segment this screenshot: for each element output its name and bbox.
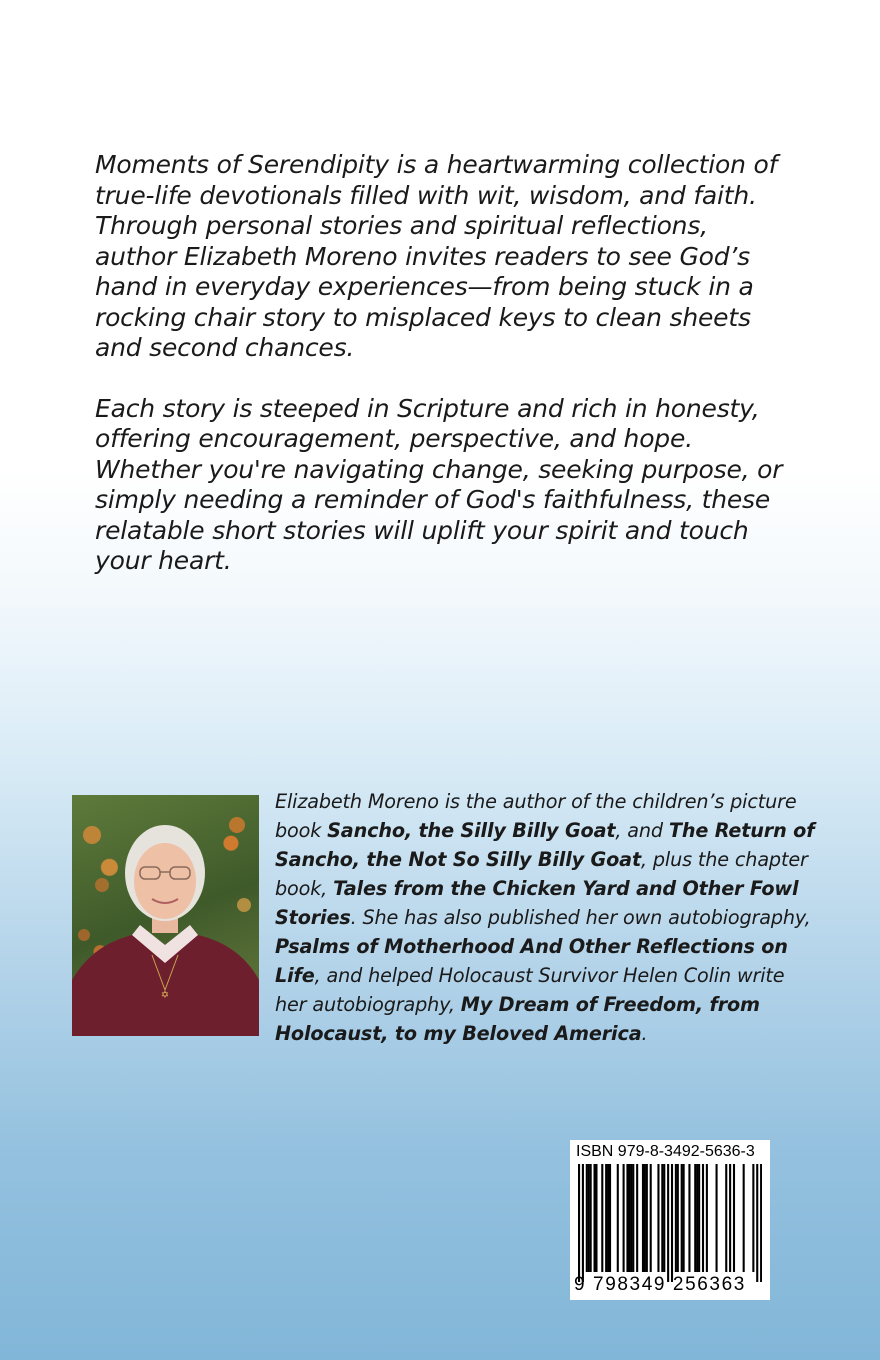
book-title: My Dream of Freedom, from Holocaust, to my Beloved America — [275, 993, 760, 1045]
barcode-bar — [626, 1164, 628, 1272]
barcode-bar — [601, 1164, 603, 1272]
isbn-barcode — [570, 1140, 770, 1300]
barcode-bar — [681, 1164, 683, 1272]
barcode-bar — [593, 1164, 595, 1272]
barcode-bar — [623, 1164, 625, 1272]
barcode-bar — [743, 1164, 745, 1272]
barcode-bar — [586, 1164, 588, 1272]
barcode-bar — [607, 1164, 609, 1272]
barcode-bar — [630, 1164, 632, 1272]
author-photo — [72, 795, 259, 1036]
barcode-bar — [752, 1164, 754, 1272]
book-title: The Return of Sancho, the Not So Silly Billy Goat — [275, 819, 815, 871]
barcode-bar — [617, 1164, 619, 1272]
barcode-bar — [667, 1164, 669, 1282]
barcode-bar — [696, 1164, 698, 1272]
barcode-bar — [683, 1164, 685, 1272]
barcode-bar — [590, 1164, 592, 1272]
barcode-bar — [628, 1164, 630, 1272]
barcode-bar — [578, 1164, 580, 1282]
barcode-bar — [671, 1164, 673, 1282]
barcode-bar — [675, 1164, 677, 1272]
barcode-bar — [582, 1164, 584, 1282]
barcode-bar — [677, 1164, 679, 1272]
barcode-bar — [646, 1164, 648, 1272]
barcode-bar — [636, 1164, 638, 1272]
barcode-bar — [729, 1164, 731, 1272]
barcode-bar — [706, 1164, 708, 1272]
barcode-bar — [702, 1164, 704, 1272]
isbn-label: ISBN 979-8-3492-5636-3 — [576, 1143, 755, 1160]
barcode-bar — [595, 1164, 597, 1272]
barcode-bar — [756, 1164, 758, 1282]
barcode-bar — [661, 1164, 663, 1272]
barcode-bar — [632, 1164, 634, 1272]
description-paragraph-2: Each story is steeped in Scripture and rich in honesty, offering encouragement, perspective, and hope. Whether you're navigating change, seeking purpose, or simply needing a reminder of God's faithfulness, these relatable short stories will uplift your spirit and touch your heart. — [95, 393, 783, 575]
barcode-bar — [733, 1164, 735, 1272]
barcode-bar — [605, 1164, 607, 1272]
book-description — [95, 150, 795, 607]
barcode-bar — [725, 1164, 727, 1272]
barcode-bar — [644, 1164, 646, 1272]
book-title: Sancho, the Silly Billy Goat — [327, 819, 616, 842]
book-title: Psalms of Motherhood And Other Reflections on Life — [275, 935, 788, 987]
barcode-bars — [578, 1164, 762, 1282]
barcode-bar — [698, 1164, 700, 1272]
barcode-bar — [657, 1164, 659, 1272]
description-paragraph-1: Moments of Serendipity is a heartwarming collection of true-life devotionals filled with wit, wisdom, and faith. Through personal stories and spiritual reflections, author Elizabeth Moreno invites readers to see God’s hand in everyday experiences—from being stuck in a rocking chair story to misplaced keys to clean sheets and second chances. — [95, 150, 778, 362]
barcode-bar — [760, 1164, 762, 1282]
barcode-bar — [663, 1164, 665, 1272]
barcode-digits: 9 798349 256363 — [574, 1274, 746, 1295]
barcode-bar — [588, 1164, 590, 1272]
svg-text:✡: ✡ — [160, 990, 170, 1001]
barcode-bar — [716, 1164, 718, 1272]
author-bio: Elizabeth Moreno is the author of the children’s picture book Sancho, the Silly Billy Goat, and The Return of Sancho, the Not So Silly Billy Goat, plus the chapter book, Tales from the Chicken Yard and Other Fowl Stories. She has also published her own autobiography, Psalms of Motherhood And Other Reflections on Life, and helped Holocaust Survivor Helen Colin write her autobiography, My Dream of Freedom, from Holocaust, to my Beloved America. — [275, 790, 815, 1045]
book-title: Tales from the Chicken Yard and Other Fowl Stories — [275, 877, 799, 929]
barcode-bar — [694, 1164, 696, 1272]
barcode-bar — [688, 1164, 690, 1272]
barcode-bar — [609, 1164, 611, 1272]
barcode-bar — [650, 1164, 652, 1272]
barcode-bar — [642, 1164, 644, 1272]
